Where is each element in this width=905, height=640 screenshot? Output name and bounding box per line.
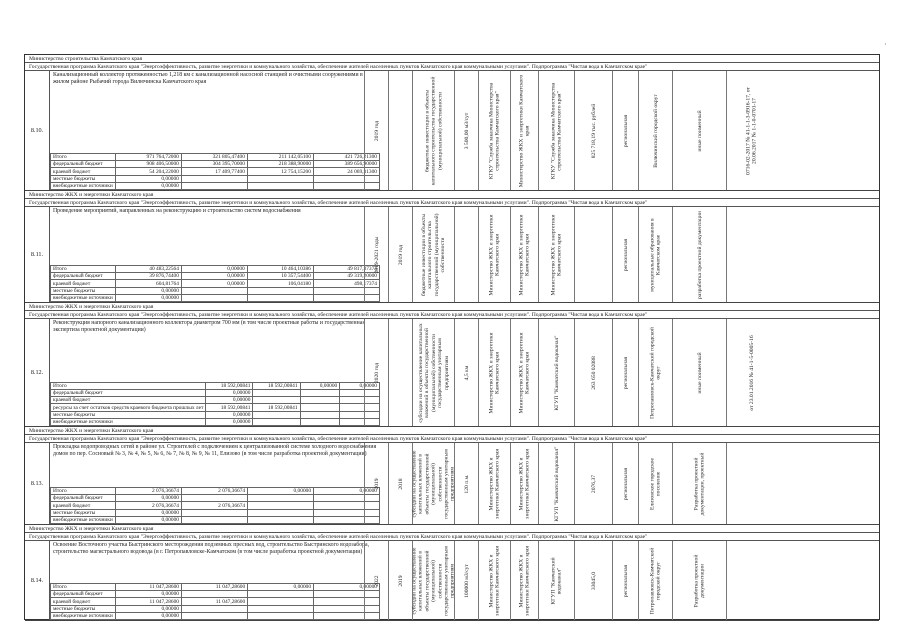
finance-source-label: местные бюджеты xyxy=(51,605,116,612)
finance-value: 218 388,90000 xyxy=(247,161,313,168)
finance-value: 0,00000 xyxy=(115,612,181,619)
attribute-value: региональная xyxy=(622,467,629,500)
finance-value xyxy=(300,411,340,418)
item-body xyxy=(49,443,879,524)
finance-row xyxy=(51,287,380,294)
attribute-value: региональная xyxy=(622,114,629,147)
finance-row xyxy=(51,612,380,619)
finance-table xyxy=(50,487,380,524)
finance-row xyxy=(51,516,380,523)
attribute-value: Министерство ЖКХ и энергетики Камчатского края xyxy=(518,214,531,295)
finance-source-label: краевой бюджет xyxy=(51,598,116,605)
corner-mark: · xyxy=(884,40,887,49)
program-section xyxy=(25,303,879,427)
finance-value: 498,17374 xyxy=(313,280,379,287)
finance-value: 2 076,36674 xyxy=(115,488,181,495)
attribute-value: Министерство ЖКХ и энергетики Камчатского края xyxy=(488,332,501,413)
attribute-column xyxy=(388,207,412,302)
finance-source-label: федеральный бюджет xyxy=(51,591,116,598)
finance-value xyxy=(300,418,340,425)
finance-value: 0,00000 xyxy=(115,605,181,612)
attribute-column xyxy=(612,319,638,426)
finance-value xyxy=(253,411,300,418)
attribute-value: Вилючинский городской округ xyxy=(652,93,659,168)
attribute-value: Министерство ЖКХ и энергетики Камчатского края xyxy=(488,545,501,616)
finance-value xyxy=(248,591,314,598)
attribute-column xyxy=(612,207,638,302)
item-title: Канализационный коллектор протяженностью 1,218 км с канализационной насосной станцией и очистными сооружениями в жилом районе Рыбачий города Вилючинска Камчатского края xyxy=(53,72,363,85)
item-body xyxy=(49,207,879,302)
finance-value xyxy=(300,404,340,411)
finance-value: 49 817,37374 xyxy=(313,266,379,273)
finance-source-label: внебюджетные источники xyxy=(51,612,116,619)
finance-value: 18 592,00841 xyxy=(253,404,300,411)
finance-value: 604,81764 xyxy=(115,280,181,287)
program-header: Государственная программа Камчатского края "Энергоэффективность, развитие энергетики и коммунального хозяйства, обеспечение жителей населенных пунктов Камчатского края коммунальными услугами". Подпрограмма "Чистая вода в Камчатском крае" xyxy=(25,435,879,443)
attribute-value: 100000 м3/сут xyxy=(463,563,470,598)
ministry-header: Министерство строительства Камчатского края xyxy=(25,55,879,63)
item-title: Прокладка водопроводных сетей в районе ул. Строителей с подключением к централизованной системе холодного водоснабжения домов по пер. Сосновый № 3, № 4, № 5, № 6, № 7, № 8, № 9, № 11, Елизово (в том числе разработка проектной документации) xyxy=(53,444,377,457)
attribute-column xyxy=(510,443,538,524)
attribute-value: Петропавловск-Камчатский городской округ xyxy=(649,547,662,614)
attribute-column xyxy=(672,207,726,302)
attribute-value: Петропавловск-Камчатский городской округ xyxy=(649,326,662,419)
attribute-value: региональная xyxy=(622,564,629,597)
program-table xyxy=(24,54,880,620)
attribute-value: Министерство ЖКХ и энергетики Камчатского края xyxy=(518,545,531,616)
finance-source-label: внебюджетные источники xyxy=(51,418,206,425)
attribute-column xyxy=(412,541,454,620)
attribute-value: Министерство ЖКХ и энергетики Камчатского края xyxy=(518,74,531,187)
program-header: Государственная программа Камчатского края "Энергоэффективность, развитие энергетики и коммунального хозяйства, обеспечение жителей населенных пунктов Камчатского края коммунальными услугами". Подпрограмма "Чистая вода в Камчатском крае" xyxy=(25,63,879,71)
attribute-value: муниципальные образования в Камчатском крае xyxy=(649,217,662,292)
attribute-column xyxy=(612,443,638,524)
attribute-column xyxy=(638,443,672,524)
attribute-column xyxy=(726,319,776,426)
item-number: 8.10. xyxy=(30,127,44,134)
item-number: 8.14. xyxy=(30,577,44,584)
finance-source-label: федеральный бюджет xyxy=(51,390,206,397)
finance-value xyxy=(247,175,313,182)
attribute-value: разработка проектной документации xyxy=(696,210,703,299)
attribute-column xyxy=(388,541,412,620)
finance-value xyxy=(248,605,314,612)
attribute-value: 825 718,19 тыс. рублей xyxy=(590,103,597,158)
finance-value: 0,00000 xyxy=(248,584,314,591)
finance-source-label: Итого xyxy=(51,584,116,591)
finance-value xyxy=(247,287,313,294)
finance-value xyxy=(247,182,313,189)
attribute-value: 2076,37 xyxy=(590,474,597,493)
finance-source-label: местные бюджеты xyxy=(51,509,116,516)
finance-value: 11 047,28600 xyxy=(182,584,248,591)
attribute-value: 120 п.м. xyxy=(463,473,470,494)
finance-value: 2 076,36674 xyxy=(181,488,247,495)
attribute-column xyxy=(538,207,574,302)
finance-source-label: Итого xyxy=(51,154,116,161)
finance-value xyxy=(181,182,247,189)
finance-value: 2 076,36674 xyxy=(181,502,247,509)
finance-value: 0,00000 xyxy=(181,280,247,287)
finance-value: 17 409,77400 xyxy=(181,168,247,175)
attribute-column xyxy=(672,319,726,426)
attribute-column xyxy=(726,207,776,302)
attribute-column xyxy=(672,443,726,524)
finance-source-label: федеральный бюджет xyxy=(51,273,116,280)
attribute-value: Елизовское городское поселение xyxy=(649,457,662,510)
finance-table xyxy=(50,265,380,302)
attribute-column xyxy=(726,71,776,190)
attribute-value: Разработка проектной документации xyxy=(693,554,706,607)
finance-value: 0,00000 xyxy=(314,488,380,495)
finance-source-label: федеральный бюджет xyxy=(51,495,116,502)
finance-row xyxy=(51,280,380,287)
attribute-value: Министерство ЖКХ и энергетики Камчатского края xyxy=(518,332,531,413)
attribute-column xyxy=(412,71,454,190)
attribute-value: 2019-2021 годы xyxy=(373,235,380,274)
attribute-value: КГУП "Камчатский водоканал" xyxy=(553,445,560,522)
attribute-column xyxy=(388,319,412,426)
attribute-value: 2019 год xyxy=(373,120,380,141)
program-section xyxy=(25,427,879,525)
finance-row xyxy=(51,404,380,411)
finance-value xyxy=(248,502,314,509)
finance-row xyxy=(51,584,380,591)
finance-value: 10 464,10386 xyxy=(247,266,313,273)
attribute-value: субсидии на осуществление капитальных вложений в объекты государственной (муниципальной) собственности государственным унитарным предприятиям xyxy=(411,545,456,616)
attribute-column xyxy=(454,541,478,620)
attribute-value: 0716-02-2017 № 41-1-1-3-0916-17, от 20.06.2017 № 1-1-0-0701-17 xyxy=(745,86,758,175)
finance-source-label: местные бюджеты xyxy=(51,287,116,294)
finance-row xyxy=(51,495,380,502)
finance-source-label: краевой бюджет xyxy=(51,168,116,175)
finance-source-label: местные бюджеты xyxy=(51,175,116,182)
finance-source-label: Итого xyxy=(51,266,116,273)
attribute-column xyxy=(454,207,478,302)
finance-value xyxy=(248,509,314,516)
finance-row xyxy=(51,502,380,509)
ministry-header: Министерство ЖКХ и энергетики Камчатского края xyxy=(25,427,879,435)
finance-value: 0,00000 xyxy=(115,509,181,516)
attribute-value: иные поименный xyxy=(696,351,703,394)
attribute-column xyxy=(672,71,726,190)
attribute-value: иные поименный xyxy=(696,109,703,152)
finance-value xyxy=(300,390,340,397)
item-number: 8.11. xyxy=(30,251,44,258)
finance-value xyxy=(182,605,248,612)
program-section xyxy=(25,191,879,303)
attribute-column xyxy=(510,207,538,302)
finance-value: 0,00000 xyxy=(115,294,181,301)
attribute-column xyxy=(726,541,776,620)
finance-value: 54 204,22000 xyxy=(115,168,181,175)
finance-value: 971 764,72000 xyxy=(115,154,181,161)
attribute-value: бюджетные инвестиции в объекты капитального строительства государственной (муниципальной) собственности xyxy=(420,213,446,296)
ministry-header: Министерство ЖКХ и энергетики Камчатского края xyxy=(25,191,879,199)
attribute-value: Министерство ЖКХ и энергетики Камчатского края xyxy=(488,448,501,519)
finance-value: 10 357,54400 xyxy=(247,273,313,280)
attribute-column xyxy=(574,71,612,190)
attribute-column xyxy=(412,319,454,426)
finance-row xyxy=(51,390,380,397)
finance-source-label: федеральный бюджет xyxy=(51,161,116,168)
finance-value: 0,00000 xyxy=(206,390,253,397)
attribute-column xyxy=(364,319,388,426)
attribute-column xyxy=(388,71,412,190)
finance-source-label: ресурсы за счет остатков средств краевого бюджета прошлых лет xyxy=(51,404,206,411)
program-section xyxy=(25,55,879,191)
finance-source-label: Итого xyxy=(51,382,206,389)
attribute-value: бюджетные инвестиции в объекты капитального строительства государственной (муниципальной) собственности xyxy=(423,76,443,185)
finance-value xyxy=(182,591,248,598)
finance-value: 389 656,90000 xyxy=(313,161,379,168)
finance-value: 39 876,74400 xyxy=(115,273,181,280)
finance-value: 321 805,47400 xyxy=(181,154,247,161)
attribute-column xyxy=(638,71,672,190)
finance-row xyxy=(51,182,380,189)
attribute-column xyxy=(510,319,538,426)
finance-source-label: местные бюджеты xyxy=(51,411,206,418)
attribute-column xyxy=(364,541,388,620)
ministry-header: Министерство ЖКХ и энергетики Камчатского края xyxy=(25,525,879,533)
finance-value: 106,04180 xyxy=(247,280,313,287)
finance-value: 49 319,20000 xyxy=(313,273,379,280)
finance-value: 18 592,00841 xyxy=(253,382,300,389)
finance-value xyxy=(253,397,300,404)
finance-value: 0,00000 xyxy=(206,411,253,418)
attribute-column xyxy=(538,443,574,524)
finance-row xyxy=(51,175,380,182)
finance-value: 0,00000 xyxy=(115,591,181,598)
finance-value: 24 069,31300 xyxy=(313,168,379,175)
finance-row xyxy=(51,168,380,175)
attribute-column xyxy=(574,443,612,524)
finance-value: 421 726,21300 xyxy=(313,154,379,161)
finance-value xyxy=(181,294,247,301)
finance-value xyxy=(300,397,340,404)
finance-value xyxy=(248,612,314,619)
item-number: 8.13. xyxy=(30,480,44,487)
ministry-header: Министерство ЖКХ и энергетики Камчатского края xyxy=(25,303,879,311)
attribute-column xyxy=(412,207,454,302)
finance-value: 0,00000 xyxy=(206,397,253,404)
finance-value: 211 142,05100 xyxy=(247,154,313,161)
item-body xyxy=(49,319,879,426)
attribute-column xyxy=(638,541,672,620)
program-header: Государственная программа Камчатского края "Энергоэффективность, развитие энергетики и коммунального хозяйства, обеспечение жителей населенных пунктов Камчатского края коммунальными услугами". Подпрограмма "Чистая вода в Камчатском крае" xyxy=(25,199,879,207)
attribute-value: региональная xyxy=(622,238,629,271)
finance-value xyxy=(181,175,247,182)
finance-value: 0,00000 xyxy=(181,266,247,273)
finance-value: 11 047,28600 xyxy=(182,598,248,605)
attribute-column xyxy=(510,71,538,190)
finance-value xyxy=(181,495,247,502)
finance-source-label: краевой бюджет xyxy=(51,502,116,509)
attribute-column xyxy=(574,319,612,426)
finance-value: 0,00000 xyxy=(115,287,181,294)
finance-table xyxy=(50,583,380,620)
finance-table xyxy=(50,382,380,426)
finance-value xyxy=(247,294,313,301)
attribute-column xyxy=(538,541,574,620)
attribute-column xyxy=(454,71,478,190)
finance-source-label: Итого xyxy=(51,488,116,495)
attribute-value: КГУП "Камчатский водоканал" xyxy=(550,556,563,605)
attribute-value: КГКУ "Служба заказчика Министерства строительства Камчатского края" xyxy=(488,82,501,179)
finance-value xyxy=(253,418,300,425)
finance-value: 908 406,50000 xyxy=(115,161,181,168)
finance-value xyxy=(248,495,314,502)
finance-value xyxy=(181,509,247,516)
finance-value: 0,00000 xyxy=(340,382,380,389)
attribute-column xyxy=(454,443,478,524)
finance-row xyxy=(51,161,380,168)
attribute-value: Разработка проектной документации, проектный xyxy=(693,452,706,515)
finance-value: 0,00000 xyxy=(115,182,181,189)
attribute-column xyxy=(638,319,672,426)
attribute-column xyxy=(454,319,478,426)
finance-row xyxy=(51,294,380,301)
finance-source-label: внебюджетные источники xyxy=(51,294,116,301)
finance-value xyxy=(181,287,247,294)
finance-source-label: краевой бюджет xyxy=(51,397,206,404)
finance-table xyxy=(50,153,380,190)
program-header: Государственная программа Камчатского края "Энергоэффективность, развитие энергетики и коммунального хозяйства, обеспечение жителей населенных пунктов Камчатского края коммунальными услугами". Подпрограмма "Чистая вода в Камчатском крае" xyxy=(25,533,879,541)
finance-row xyxy=(51,411,380,418)
attribute-column xyxy=(478,541,510,620)
finance-row xyxy=(51,605,380,612)
finance-value: 0,00000 xyxy=(314,584,380,591)
attribute-value: Министерство ЖКХ и энергетики Камчатского края xyxy=(518,448,531,519)
attribute-value: 2018 xyxy=(397,477,404,490)
attribute-column xyxy=(478,207,510,302)
finance-value: 0,00000 xyxy=(115,175,181,182)
attribute-column xyxy=(412,443,454,524)
item-body xyxy=(49,541,879,620)
finance-value: 11 047,28600 xyxy=(115,584,181,591)
finance-value xyxy=(181,516,247,523)
finance-row xyxy=(51,488,380,495)
attribute-column xyxy=(638,207,672,302)
finance-source-label: краевой бюджет xyxy=(51,280,116,287)
attribute-column xyxy=(510,541,538,620)
finance-row xyxy=(51,418,380,425)
attribute-value: 2019 год xyxy=(397,244,404,265)
attribute-value: Министерство ЖКХ и энергетики Камчатского края xyxy=(550,214,563,295)
finance-row xyxy=(51,266,380,273)
attribute-column xyxy=(478,319,510,426)
item-body xyxy=(49,71,879,190)
finance-value: 11 047,28600 xyxy=(115,598,181,605)
attribute-value: региональная xyxy=(622,356,629,389)
finance-source-label: внебюджетные источники xyxy=(51,516,116,523)
finance-value: 40 483,22564 xyxy=(115,266,181,273)
attribute-column xyxy=(612,71,638,190)
finance-value: 12 754,15200 xyxy=(247,168,313,175)
attribute-value: 33045,0 xyxy=(590,571,597,590)
finance-value: 0,00000 xyxy=(115,516,181,523)
attribute-column xyxy=(538,319,574,426)
attribute-value: от 23.01.2016 № 41-1-5-0005-16 xyxy=(748,334,755,411)
finance-value: 2 076,36674 xyxy=(115,502,181,509)
attribute-column xyxy=(538,71,574,190)
finance-value: 0,00000 xyxy=(181,273,247,280)
finance-value: 18 592,00841 xyxy=(206,404,253,411)
attribute-column xyxy=(574,541,612,620)
attribute-column xyxy=(364,207,388,302)
finance-value xyxy=(248,516,314,523)
attribute-value: 2020 год xyxy=(373,362,380,383)
finance-row xyxy=(51,598,380,605)
program-header: Государственная программа Камчатского края "Энергоэффективность, развитие энергетики и коммунального хозяйства, обеспечение жителей населенных пунктов Камчатского края коммунальными услугами". Подпрограмма "Чистая вода в Камчатском крае" xyxy=(25,311,879,319)
attribute-value: Министерство ЖКХ и энергетики Камчатского края xyxy=(488,214,501,295)
attribute-value: 263 650 02088 xyxy=(590,355,597,390)
attribute-value: субсидии на осуществление капитальных вложений в объекты государственной (муниципальной) собственности государственным унитарным предприятиям xyxy=(417,322,450,423)
attribute-value: 3 500,00 м3/сут xyxy=(463,112,470,149)
finance-value: 18 592,00841 xyxy=(206,382,253,389)
attribute-value: 2019 xyxy=(373,477,380,490)
attribute-value: КГКУ "Служба заказчика Министерства строительства Камчатского края" xyxy=(550,82,563,179)
attribute-column xyxy=(388,443,412,524)
finance-value: 0,00000 xyxy=(206,418,253,425)
finance-value xyxy=(182,612,248,619)
attribute-column xyxy=(364,443,388,524)
finance-value xyxy=(253,390,300,397)
finance-row xyxy=(51,397,380,404)
attribute-value: субсидии на осуществление капитальных вложений в объекты государственной (муниципальной) собственности государственным унитарным предприятиям xyxy=(411,448,456,519)
attribute-value: КГУП "Камчатский водоканал" xyxy=(553,334,560,411)
finance-value: 0,00000 xyxy=(300,382,340,389)
item-title: Реконструкция напорного канализационного коллектора диаметром 700 мм (в том числе проектные работы и государственная экспертиза проектной документации) xyxy=(53,320,365,333)
finance-value: 0,00000 xyxy=(115,495,181,502)
attribute-column xyxy=(726,443,776,524)
finance-row xyxy=(51,509,380,516)
finance-row xyxy=(51,382,380,389)
finance-value xyxy=(248,598,314,605)
finance-value: 304 395,70000 xyxy=(181,161,247,168)
attribute-column xyxy=(612,541,638,620)
attribute-column xyxy=(364,71,388,190)
attribute-column xyxy=(672,541,726,620)
program-section xyxy=(25,525,879,621)
attribute-value: 2019 xyxy=(397,574,404,587)
attribute-column xyxy=(478,71,510,190)
item-title: Проведение мероприятий, направленных на реконструкцию и строительство систем водоснабжения xyxy=(53,208,301,214)
item-title: Освоение Восточного участка Быстринского месторождения подземных пресных вод, строительство Быстринского водозабора, строительство магистрального водовода (в г. Петропавловске-Камчатском (в том числе разработка проектной документации) xyxy=(53,542,370,555)
attribute-value: 4,5 км xyxy=(463,365,470,380)
finance-row xyxy=(51,273,380,280)
item-number: 8.12. xyxy=(30,369,44,376)
finance-value: 0,00000 xyxy=(248,488,314,495)
attribute-value: 2022 xyxy=(373,574,380,587)
attribute-column xyxy=(574,207,612,302)
finance-source-label: внебюджетные источники xyxy=(51,182,116,189)
finance-row xyxy=(51,154,380,161)
finance-row xyxy=(51,591,380,598)
attribute-column xyxy=(478,443,510,524)
